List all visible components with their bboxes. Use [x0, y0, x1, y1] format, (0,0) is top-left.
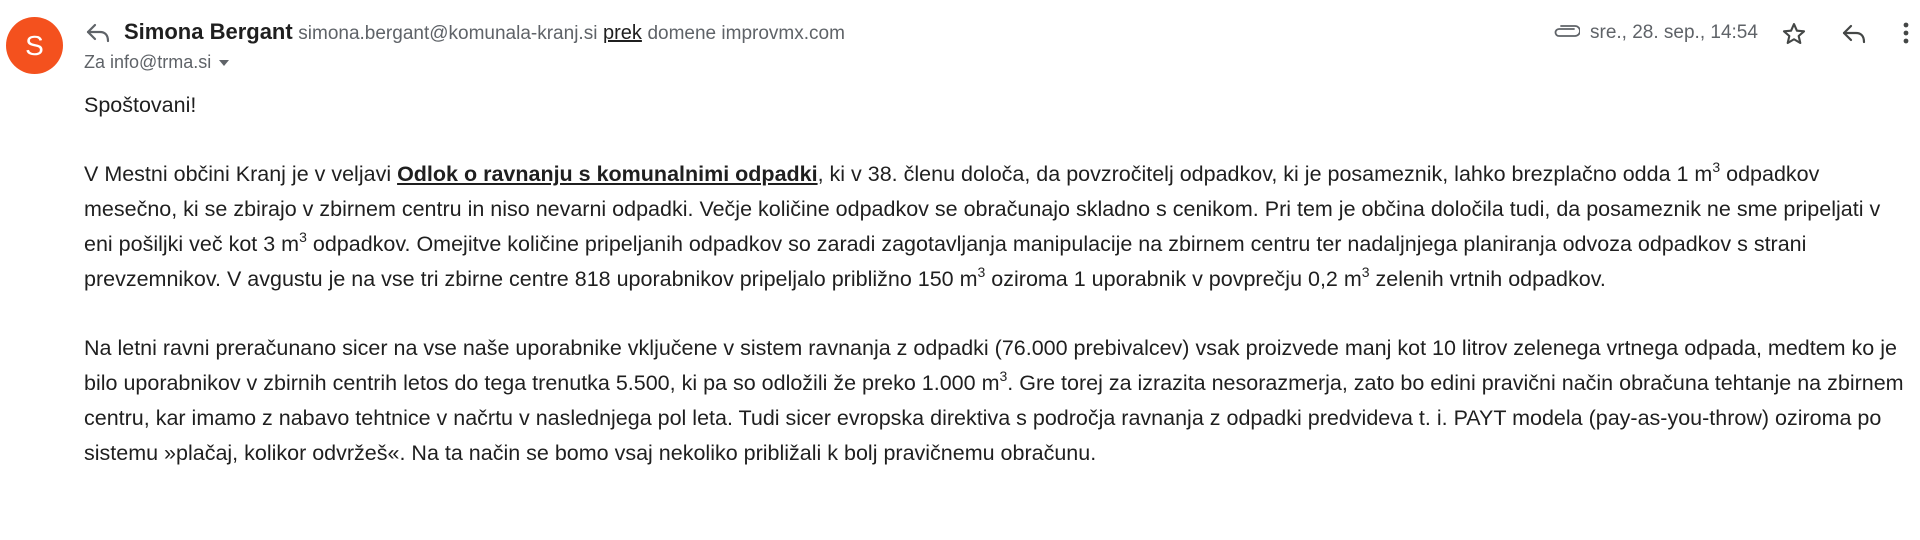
sender-email: simona.bergant@komunala-kranj.si — [298, 23, 598, 44]
superscript-3: 3 — [1712, 159, 1721, 175]
via-domain: domene improvmx.com — [647, 23, 845, 44]
reply-arrow-icon — [85, 21, 111, 45]
paperclip-icon — [1552, 23, 1580, 39]
reply-button[interactable] — [1840, 20, 1868, 48]
via-link[interactable]: prek — [602, 22, 642, 44]
sender-name[interactable]: Simona Bergant — [124, 19, 293, 44]
chevron-down-icon — [219, 60, 229, 66]
more-options-button[interactable] — [1898, 18, 1914, 48]
ordinance-link[interactable]: Odlok o ravnanju s komunalnimi odpadki — [397, 162, 818, 186]
message-date: sre., 28. sep., 14:54 — [1590, 22, 1758, 43]
greeting: Spoštovani! — [84, 93, 197, 117]
reply-icon — [1840, 20, 1868, 48]
recipient-details-toggle[interactable] — [84, 50, 229, 74]
recipient-label: Za info@trma.si — [84, 52, 212, 72]
star-button[interactable] — [1780, 20, 1808, 48]
paragraph-1: V Mestni občini Kranj je v veljavi Odlok o ravnanju s komunalnimi odpadki, ki v 38. členu določa, da povzročitelj odpadkov, ki je posameznik, lahko brezplačno odda 1 $m^3$ odpadkov mesečno, ki se zbirajo v zbirnem centru in niso nevarni odpadki. Večje količine odpadkov se obračunajo skladno s cenikom. Pri tem je občina določila tudi, da posameznik ne sme pripeljati v eni pošiljki več kot 3 $m^3$ odpadkov. Omejitve količine pripeljanih odpadkov so zaradi zagotavljanja manipulacije na zbirnem centru ter nadaljnjega planiranja odvoza odpadkov s strani prevzemnikov. V avgustu je na vse tri zbirne centre 818 uporabnikov pripeljalo približno 150 $m^3$ oziroma 1 uporabnik v povprečju 0,2 $m^3$ zelenih vrtnih odpadkov. — [84, 159, 1881, 291]
superscript-3: 3 — [1361, 264, 1370, 280]
superscript-3: 3 — [299, 229, 307, 245]
superscript-3: 3 — [999, 368, 1008, 384]
avatar[interactable] — [6, 17, 63, 74]
more-vert-icon — [1898, 18, 1914, 48]
paragraph-2: Na letni ravni preračunano sicer na vse naše uporabnike vključene v sistem ravnanja z odpadki (76.000 prebivalcev) vsak proizvede manj kot 10 litrov zelenega vrtnega odpada, medtem ko je bilo uporabnikov v zbirnih centrih letos do tega trenutka 5.500, ki pa so odložili že preko 1.000 $m^3$. Gre torej za izrazita nesorazmerja, zato bo edini pravični način obračuna tehtanje na zbirnem centru, kar imamo z nabavo tehtnice v načrtu v naslednjega pol leta. Tudi sicer evropska direktiva s področja ravnanja z odpadki predvideva t. i. PAYT modela (pay-as-you-throw) oziroma po sistemu »plačaj, kolikor odvržeš«. Na ta način se bomo vsaj nekoliko približali k bolj pravičnemu obračunu. — [84, 336, 1904, 465]
sender-line — [124, 18, 845, 48]
message-body — [84, 88, 1914, 471]
superscript-3: 3 — [977, 264, 986, 280]
avatar-letter: S — [25, 29, 44, 61]
star-icon — [1780, 20, 1808, 48]
